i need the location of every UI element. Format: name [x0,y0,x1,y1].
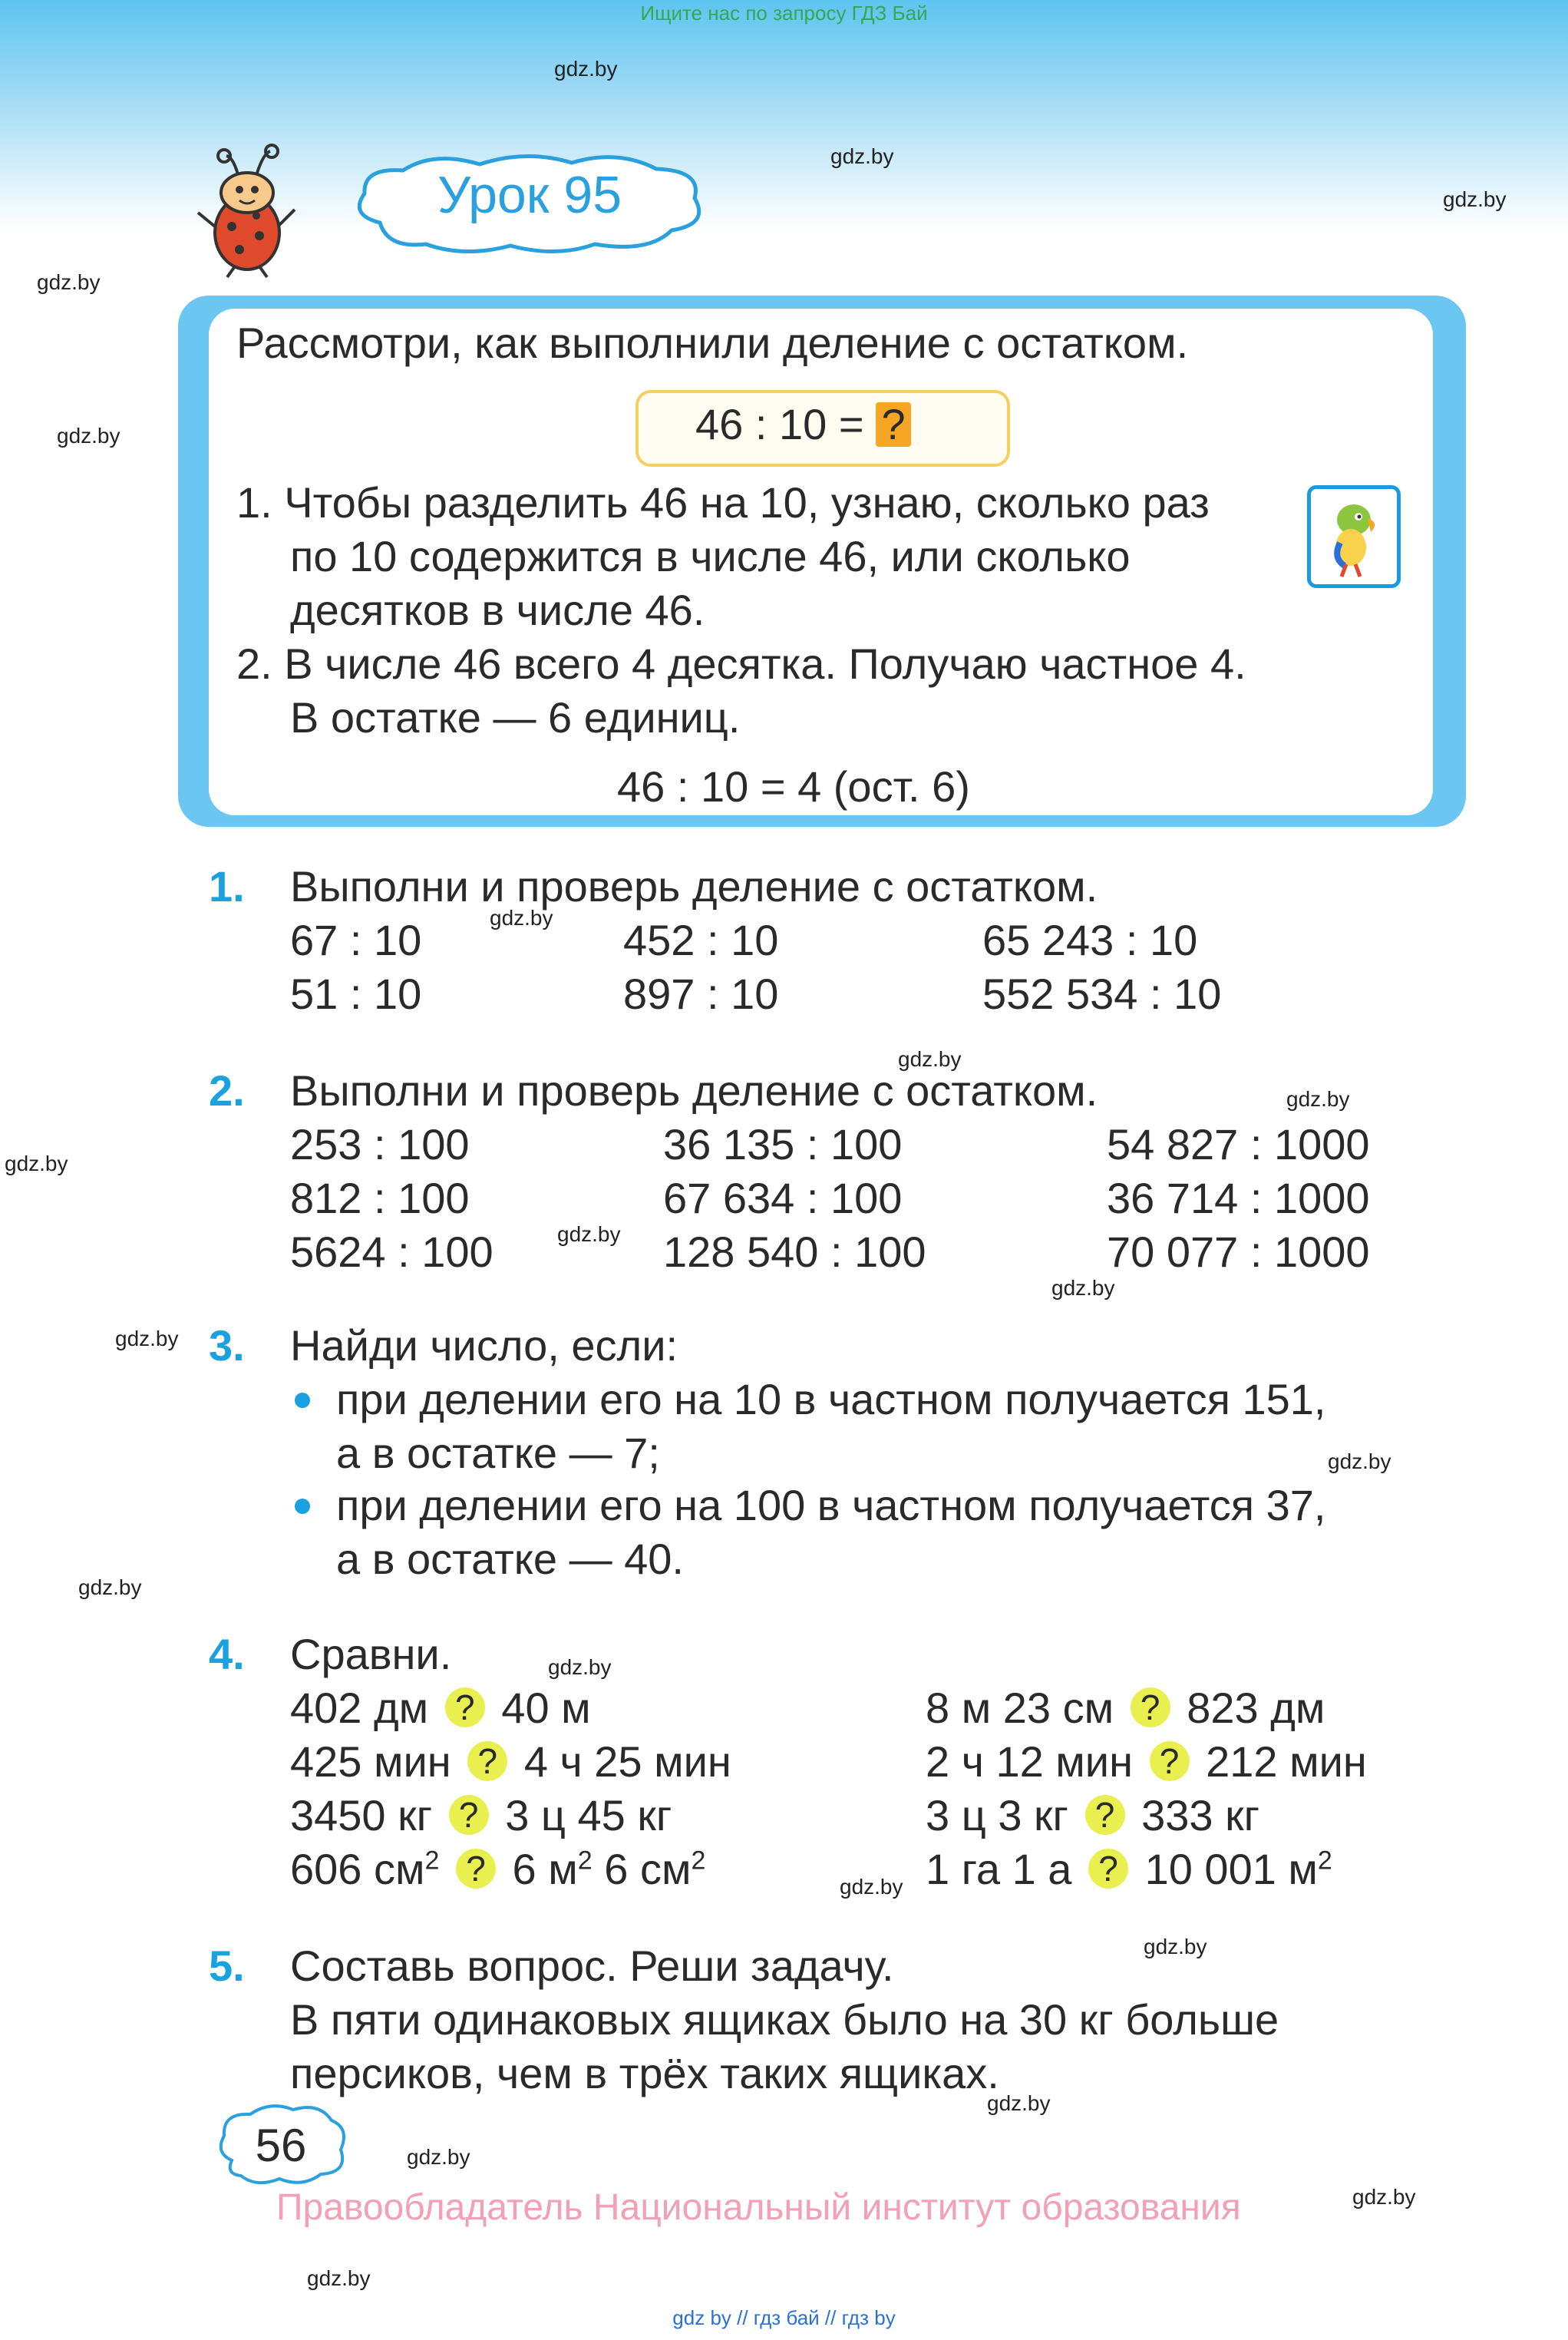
compare-right: 6 см [604,1845,692,1893]
watermark: gdz.by [1443,187,1507,211]
watermark: gdz.by [1051,1276,1115,1300]
step1-line1: 1. Чтобы разделить 46 на 10, узнаю, сколько раз [236,478,1210,527]
question-badge-icon: ? [449,1795,489,1835]
compare-right: 3 ц 45 кг [505,1791,672,1839]
compare-row [926,1843,1332,1896]
task1-expr: 452 : 10 [623,916,779,964]
compare-left: 425 мин [290,1737,451,1786]
watermark: gdz.by [5,1152,68,1175]
compare-right: 212 мин [1206,1737,1367,1786]
bullet-icon [295,1393,310,1408]
compare-row [290,1789,672,1843]
task3-title: Найди число, если: [290,1321,678,1370]
watermark: gdz.by [987,2091,1051,2115]
step2-line1: 2. В числе 46 всего 4 десятка. Получаю частное 4. [236,640,1246,688]
superscript: 2 [577,1846,593,1876]
compare-row [926,1735,1367,1789]
task2-expr: 67 634 : 100 [663,1174,903,1222]
watermark: gdz.by [307,2266,371,2290]
task3-bullet1-line2: а в остатке — 7; [336,1429,660,1477]
task2-number: 2. [209,1066,245,1115]
question-badge-icon: ? [1150,1741,1190,1781]
bullet-icon [295,1499,310,1514]
example-heading: Рассмотри, как выполнили деление с остатком. [236,319,1189,367]
watermark: gdz.by [115,1327,179,1350]
equation [695,398,911,451]
copyright-notice: Правообладатель Национальный институт образования [276,2187,1241,2228]
task2-expr: 812 : 100 [290,1174,470,1222]
watermark: gdz.by [1328,1449,1391,1473]
watermark: gdz.by [548,1655,612,1679]
watermark: gdz.by [830,144,894,168]
task2-expr: 70 077 : 1000 [1107,1228,1370,1276]
task1-expr: 552 534 : 10 [982,970,1222,1018]
task1-expr: 65 243 : 10 [982,916,1198,964]
step1-line2: по 10 содержится в числе 46, или сколько [290,532,1131,580]
task1-expr: 67 : 10 [290,916,422,964]
top-banner[interactable]: Ищите нас по запросу ГДЗ Бай [640,2,928,25]
question-badge-icon: ? [445,1687,485,1727]
task3-bullet2-line1: при делении его на 100 в частном получается 37, [336,1481,1326,1529]
page-number: 56 [255,2120,307,2171]
task3-bullet1-line1: при делении его на 10 в частном получается 151, [336,1375,1326,1423]
step2-line2: В остатке — 6 единиц. [290,693,741,742]
compare-left: 606 см [290,1845,425,1893]
watermark: gdz.by [898,1047,962,1071]
task5-number: 5. [209,1942,245,1990]
watermark: gdz.by [1352,2185,1416,2209]
compare-right: 40 м [501,1684,591,1732]
compare-right: 333 кг [1141,1791,1260,1839]
parrot-icon [1311,489,1397,584]
task2-expr: 5624 : 100 [290,1228,494,1276]
compare-left: 3450 кг [290,1791,433,1839]
watermark: gdz.by [557,1222,621,1246]
watermark: gdz.by [554,57,618,81]
step1-line3: десятков в числе 46. [290,586,705,634]
compare-row [926,1681,1325,1735]
superscript: 2 [424,1846,440,1876]
watermark: gdz.by [57,424,120,448]
footer-links[interactable]: gdz by // гдз бай // гдз by [672,2306,896,2329]
task5-title: Составь вопрос. Реши задачу. [290,1942,894,1990]
task2-expr: 54 827 : 1000 [1107,1120,1370,1168]
compare-right: 823 дм [1187,1684,1325,1732]
task5-line2: персиков, чем в трёх таких ящиках. [290,2049,999,2097]
watermark: gdz.by [840,1875,903,1899]
watermark: gdz.by [37,270,101,294]
question-badge-icon: ? [456,1849,496,1889]
parrot-frame [1307,485,1401,588]
task5-line1: В пяти одинаковых ящиках было на 30 кг больше [290,1995,1279,2044]
watermark: gdz.by [1286,1087,1350,1111]
task3-number: 3. [209,1321,245,1370]
compare-left: 3 ц 3 кг [926,1791,1068,1839]
ladybug-mascot-icon [192,142,299,280]
question-mark-icon: ? [876,402,911,447]
compare-row [290,1735,731,1789]
superscript: 2 [1317,1846,1332,1876]
compare-row [926,1789,1259,1843]
equation-text: 46 : 10 = [695,400,864,448]
compare-left: 8 м 23 см [926,1684,1114,1732]
task1-expr: 51 : 10 [290,970,422,1018]
compare-left: 2 ч 12 мин [926,1737,1133,1786]
task2-title: Выполни и проверь деление с остатком. [290,1066,1098,1115]
compare-row [290,1843,705,1896]
lesson-title: Урок 95 [437,166,622,224]
compare-left: 402 дм [290,1684,429,1732]
question-badge-icon: ? [1131,1687,1170,1727]
compare-right: 6 м [512,1845,578,1893]
watermark: gdz.by [78,1575,142,1599]
task4-number: 4. [209,1630,245,1678]
task3-bullet2-line2: а в остатке — 40. [336,1535,684,1583]
compare-left: 1 га 1 а [926,1845,1072,1893]
task2-expr: 36 135 : 100 [663,1120,903,1168]
superscript: 2 [691,1846,706,1876]
task4-title: Сравни. [290,1630,452,1678]
watermark: gdz.by [1144,1935,1207,1958]
compare-right: 4 ч 25 мин [523,1737,731,1786]
task2-expr: 36 714 : 1000 [1107,1174,1370,1222]
task2-expr: 253 : 100 [290,1120,470,1168]
compare-row [290,1681,591,1735]
compare-right: 10 001 м [1144,1845,1318,1893]
task2-expr: 128 540 : 100 [663,1228,926,1276]
question-badge-icon: ? [467,1741,507,1781]
task1-expr: 897 : 10 [623,970,779,1018]
watermark: gdz.by [490,906,553,930]
task1-title: Выполни и проверь деление с остатком. [290,862,1098,911]
question-badge-icon: ? [1085,1795,1125,1835]
example-result: 46 : 10 = 4 (ост. 6) [617,762,970,811]
question-badge-icon: ? [1088,1849,1128,1889]
watermark: gdz.by [407,2145,470,2169]
task1-number: 1. [209,862,245,911]
